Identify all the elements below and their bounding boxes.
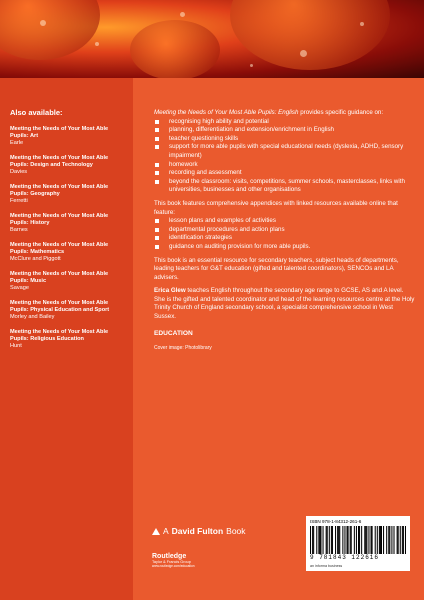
bullet-item [154, 243, 416, 252]
barcode-bar [403, 526, 404, 554]
sidebar-book-author: McClure and Piggott [10, 256, 61, 262]
bullet-text: beyond the classroom: visits, competitions, summer schools, masterclasses, links with universities, businesses and other organisations [169, 177, 405, 194]
square-bullet-icon [155, 128, 159, 132]
author-name: Erica Glew [154, 287, 186, 295]
barcode-bar [316, 526, 317, 554]
bullet-item [154, 118, 416, 127]
bullet-item [154, 126, 416, 135]
cover-photo [0, 0, 424, 78]
sidebar-book-item [10, 213, 128, 234]
isbn-text: ISBN 978-1-84312-261-6 [310, 519, 362, 524]
barcode-bar [312, 526, 313, 554]
barcode-icon [310, 526, 406, 554]
square-bullet-icon [155, 219, 159, 223]
sidebar-book-title: Meeting the Needs of Your Most Able Pupils: Mathematics [10, 242, 109, 255]
bullet-text: planning, differentiation and extension/enrichment in English [169, 126, 334, 134]
sidebar [0, 78, 133, 600]
barcode-bar [375, 526, 376, 554]
bullet-text: recording and assessment [169, 169, 242, 177]
resource-paragraph: This book is an essential resource for secondary teachers, subject heads of departments, leading teachers for G&T education (gifted and talented coordinators), SENCOs and LA advisers. [154, 256, 399, 281]
square-bullet-icon [155, 171, 159, 175]
sidebar-book-author: Hunt [10, 343, 22, 349]
sidebar-book-item [10, 155, 128, 176]
triangle-icon [152, 528, 160, 535]
barcode-bar [354, 526, 355, 554]
barcode-bar [398, 526, 399, 554]
barcode-bar [342, 526, 343, 554]
square-bullet-icon [155, 180, 159, 184]
barcode-bar [368, 526, 369, 554]
barcode-bar [361, 526, 362, 554]
bullet-text: departmental procedures and action plans [169, 225, 285, 233]
barcode-bar [364, 526, 365, 554]
sidebar-book-author: Earle [10, 140, 24, 146]
sidebar-book-title: Meeting the Needs of Your Most Able Pupils: History [10, 213, 109, 226]
barcode-bar [400, 526, 401, 554]
guidance-list [154, 118, 416, 195]
bullet-text: guidance on auditing provision for more able pupils. [169, 242, 311, 250]
barcode-bar [365, 526, 366, 554]
barcode-bar [388, 526, 389, 554]
square-bullet-icon [155, 228, 159, 232]
sidebar-book-item [10, 126, 128, 147]
sidebar-book-title: Meeting the Needs of Your Most Able Pupils: Religious Education [10, 329, 109, 342]
barcode-bar [391, 526, 392, 554]
barcode-bar [383, 526, 384, 554]
barcode-bar [359, 526, 360, 554]
barcode-bar [371, 526, 372, 554]
barcode-bar [338, 526, 339, 554]
appendix-list [154, 217, 416, 251]
barcode-bar [351, 526, 352, 554]
square-bullet-icon [155, 145, 159, 149]
bullet-text: homework [169, 160, 198, 168]
barcode-bar [337, 526, 338, 554]
barcode-bar [402, 526, 403, 554]
square-bullet-icon [155, 120, 159, 124]
bullet-item [154, 135, 416, 144]
sidebar-book-author: Ferretti [10, 198, 28, 204]
barcode-bar [313, 526, 314, 554]
barcode-bar [319, 526, 320, 554]
bullet-text: teacher questioning skills [169, 134, 239, 142]
square-bullet-icon [155, 163, 159, 167]
sidebar-book-item [10, 329, 128, 350]
intro-rest: provides specific guidance on: [298, 109, 384, 116]
cover-credit: Cover image: Photolibrary [154, 345, 212, 352]
publisher-suffix: Book [226, 526, 246, 536]
bullet-item [154, 217, 416, 226]
sidebar-book-item [10, 271, 128, 292]
barcode-bar [320, 526, 321, 554]
barcode-bar [331, 526, 332, 554]
barcode-bar [310, 526, 311, 554]
barcode-bar [339, 526, 340, 554]
routledge-name: Routledge [152, 553, 187, 560]
sidebar-book-item [10, 242, 128, 263]
barcode-bar [348, 526, 349, 554]
author-bio-text: teaches English throughout the secondary age range to GCSE, AS and A level. She is the gifted and talented coordinator and head of the learning resources centre at the Holy Trinity Church of England secondary school, a specialist comprehensive school in West Sussex. [154, 287, 415, 321]
bullet-item [154, 169, 416, 178]
routledge-logo [152, 553, 195, 568]
bullet-item [154, 161, 416, 170]
informa-text: an informa business [310, 564, 343, 568]
sidebar-book-title: Meeting the Needs of Your Most Able Pupils: Geography [10, 184, 109, 197]
bullet-item [154, 143, 416, 160]
author-bio [154, 287, 416, 321]
sidebar-book-author: Savage [10, 285, 29, 291]
barcode-bar [377, 526, 378, 554]
barcode-bar [344, 526, 345, 554]
category-label: EDUCATION [154, 329, 193, 337]
barcode-digits: 9 781843 122616 [310, 554, 380, 561]
also-available-heading: Also available: [10, 108, 63, 117]
barcode-bar [393, 526, 394, 554]
sidebar-book-item [10, 300, 128, 321]
barcode-bar [350, 526, 351, 554]
barcode-bar [389, 526, 390, 554]
routledge-url: www.routledge.com/education [152, 564, 195, 568]
barcode-bar [323, 526, 324, 554]
bullet-text: lesson plans and examples of activities [169, 217, 276, 225]
barcode-bar [326, 526, 327, 554]
appendices-intro: This book features comprehensive appendices with linked resources available online that feature: [154, 199, 398, 216]
barcode-bar [358, 526, 359, 554]
barcode-bar [397, 526, 398, 554]
square-bullet-icon [155, 236, 159, 240]
barcode-bar [366, 526, 367, 554]
book-title: Meeting the Needs of Your Most Able Pupils: English [154, 109, 299, 116]
routledge-subtitle: Taylor & Francis Group [152, 560, 191, 564]
also-available-list [10, 108, 128, 358]
barcode-bar [386, 526, 387, 554]
barcode-bar [356, 526, 357, 554]
back-cover-text [154, 109, 416, 353]
sidebar-book-title: Meeting the Needs of Your Most Able Pupils: Physical Education and Sport [10, 300, 110, 313]
barcode-bar [329, 526, 330, 554]
barcode-bar [347, 526, 348, 554]
bullet-item [154, 234, 416, 243]
sidebar-book-title: Meeting the Needs of Your Most Able Pupils: Music [10, 271, 109, 284]
sidebar-book-author: Barnes [10, 227, 28, 233]
barcode-bar [318, 526, 319, 554]
sidebar-book-author: Morley and Bailey [10, 314, 55, 320]
barcode-bar [372, 526, 373, 554]
intro-paragraph [154, 109, 416, 118]
publisher-prefix: A [163, 526, 169, 536]
bullet-text: recognising high ability and potential [169, 117, 269, 125]
barcode-box [306, 516, 410, 571]
bullet-item [154, 226, 416, 235]
sidebar-book-item [10, 184, 128, 205]
barcode-bar [332, 526, 333, 554]
barcode-bar [405, 526, 406, 554]
barcode-bar [327, 526, 328, 554]
bullet-text: support for more able pupils with special educational needs (dyslexia, ADHD, sensory impairment) [169, 143, 404, 159]
barcode-bar [335, 526, 336, 554]
barcode-bar [381, 526, 382, 554]
publisher-name: David Fulton [171, 526, 224, 536]
bullet-text: identification strategies [169, 234, 232, 242]
david-fulton-logo [152, 526, 246, 536]
sidebar-book-title: Meeting the Needs of Your Most Able Pupils: Art [10, 126, 109, 139]
barcode-bar [379, 526, 380, 554]
square-bullet-icon [155, 245, 159, 249]
sidebar-book-title: Meeting the Needs of Your Most Able Pupils: Design and Technology [10, 155, 109, 168]
sidebar-book-author: Davies [10, 169, 28, 175]
bullet-item [154, 178, 416, 195]
barcode-bar [380, 526, 381, 554]
square-bullet-icon [155, 137, 159, 141]
